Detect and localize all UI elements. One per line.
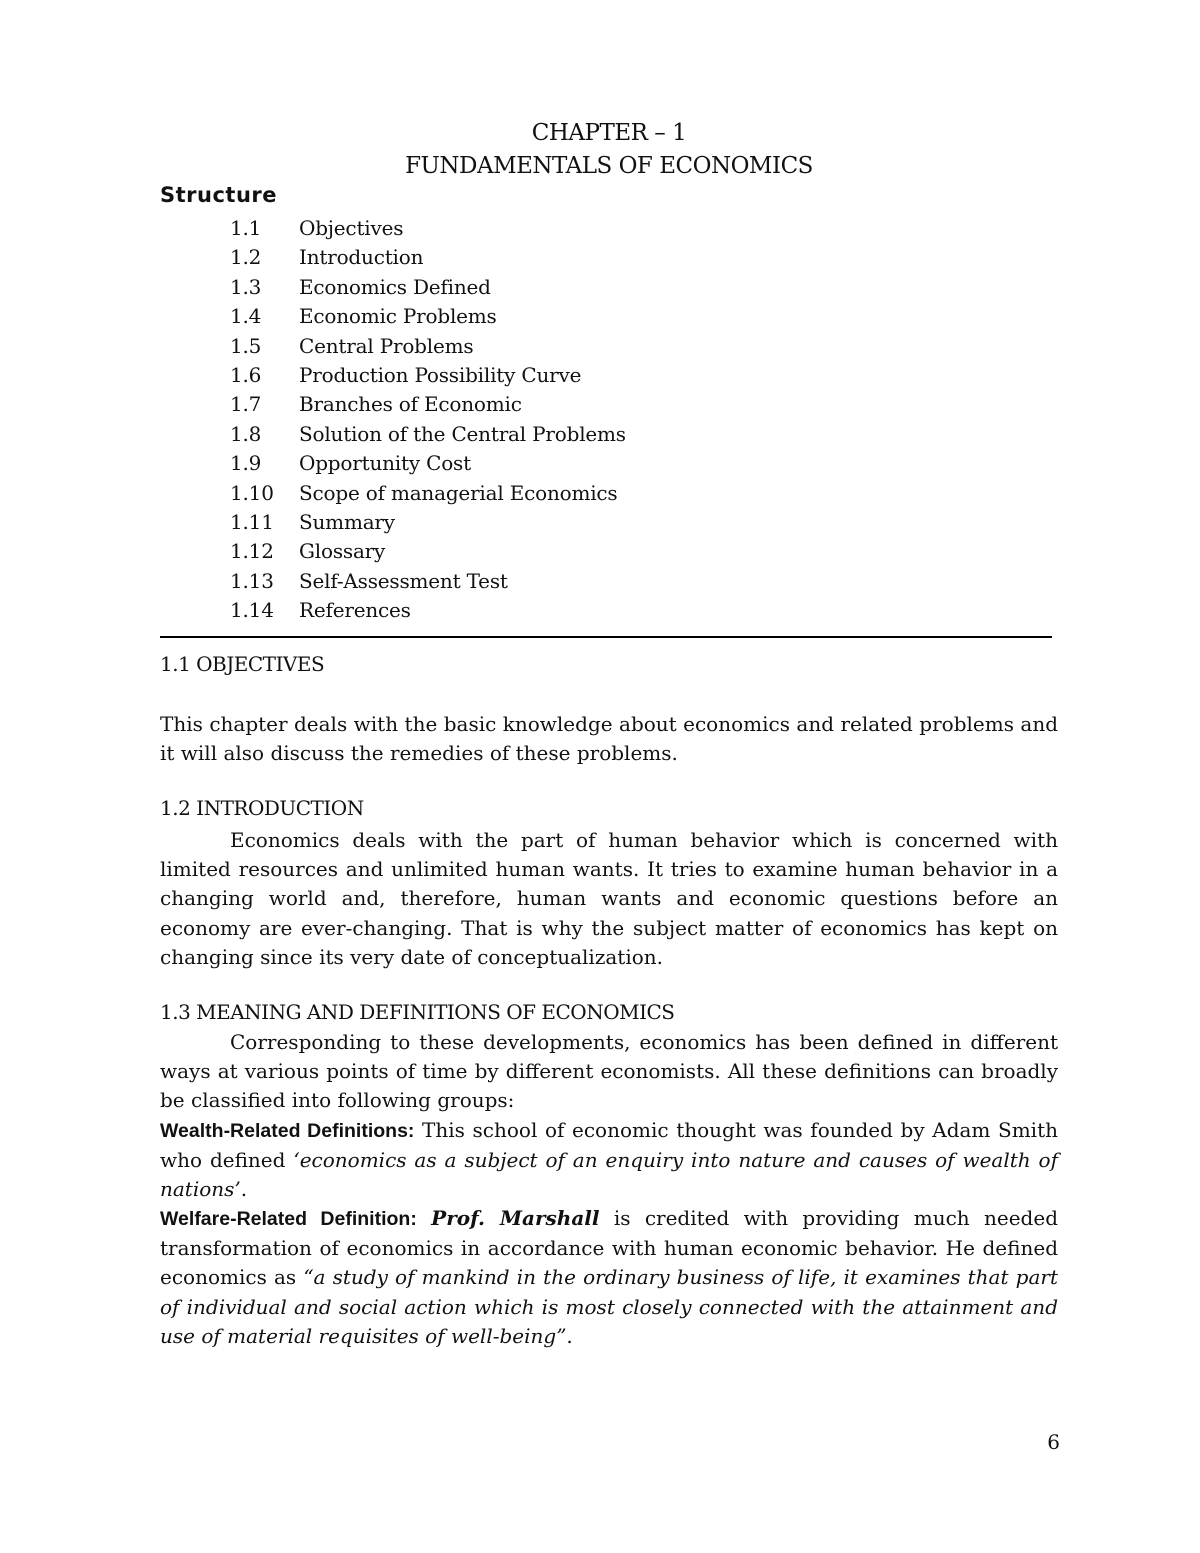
toc-item-number: 1.4 bbox=[230, 304, 262, 329]
toc-item-title: Introduction bbox=[299, 245, 424, 270]
wealth-definition-quote: ‘economics as a subject of an enquiry into nature and causes of wealth of nations’ bbox=[160, 1148, 1058, 1202]
wealth-definition-end: . bbox=[240, 1177, 248, 1202]
toc-item-title: Objectives bbox=[299, 216, 404, 240]
toc-item bbox=[230, 596, 626, 625]
objectives-paragraph: This chapter deals with the basic knowledge about economics and related problems and it will also discuss the remedies of these problems. bbox=[160, 712, 1058, 766]
toc-item-title: Summary bbox=[299, 510, 395, 535]
toc-item-number: 1.5 bbox=[230, 333, 262, 358]
wealth-definition-label: Wealth-Related Definitions: bbox=[160, 1120, 415, 1142]
toc-item-title: Opportunity Cost bbox=[299, 451, 471, 476]
introduction-heading: 1.2 INTRODUCTION bbox=[160, 796, 364, 820]
toc-item bbox=[230, 479, 626, 508]
structure-label: Structure bbox=[160, 183, 278, 207]
wealth-definition-paragraph bbox=[160, 1116, 1058, 1205]
toc-item-title: Self-Assessment Test bbox=[299, 568, 508, 593]
section-divider bbox=[160, 636, 1052, 638]
toc-item bbox=[230, 449, 626, 478]
objectives-heading: 1.1 OBJECTIVES bbox=[160, 652, 325, 676]
toc-item-title: Production Possibility Curve bbox=[299, 363, 582, 388]
toc-item bbox=[230, 273, 626, 302]
chapter-number: CHAPTER – 1 bbox=[531, 120, 687, 146]
toc-item-number: 1.9 bbox=[230, 451, 262, 476]
meaning-heading: 1.3 MEANING AND DEFINITIONS OF ECONOMICS bbox=[160, 1000, 675, 1024]
toc-item-number: 1.11 bbox=[230, 510, 274, 535]
table-of-contents bbox=[230, 214, 626, 626]
welfare-definition-label: Welfare-Related Definition: bbox=[160, 1208, 417, 1230]
toc-item-number: 1.2 bbox=[230, 245, 262, 270]
welfare-definition-end: . bbox=[566, 1323, 573, 1348]
chapter-title: FUNDAMENTALS OF ECONOMICS bbox=[405, 153, 813, 179]
welfare-definition-text: is credited with providing much needed transformation of economics in accordance with human economic behavior. He defined economics as bbox=[160, 1206, 1058, 1290]
toc-item-title: Scope of managerial Economics bbox=[299, 480, 618, 505]
toc-item-number: 1.6 bbox=[230, 363, 262, 388]
toc-item bbox=[230, 332, 626, 361]
toc-item-number: 1.10 bbox=[230, 480, 274, 505]
toc-item-number: 1.14 bbox=[230, 598, 274, 623]
toc-item-title: Solution of the Central Problems bbox=[299, 421, 626, 446]
toc-item bbox=[230, 537, 626, 566]
toc-item bbox=[230, 214, 626, 243]
toc-item bbox=[230, 390, 626, 419]
wealth-definition-text: This school of economic thought was founded by Adam Smith who defined bbox=[160, 1118, 1058, 1173]
introduction-paragraph: Economics deals with the part of human behavior which is concerned with limited resources and unlimited human wants. It tries to examine human behavior in a changing world and, therefore, human wants and economic questions before an economy are ever-changing. That is why the subject matter of economics has kept on changing since its very date of conceptualization. bbox=[160, 828, 1058, 969]
welfare-definition-author: Prof. Marshall bbox=[431, 1206, 600, 1230]
toc-item-title: References bbox=[299, 598, 411, 623]
toc-item-number: 1.12 bbox=[230, 539, 274, 564]
toc-item-title: Branches of Economic bbox=[299, 392, 522, 417]
toc-item bbox=[230, 361, 626, 390]
page-number: 6 bbox=[1047, 1430, 1060, 1454]
toc-item-number: 1.3 bbox=[230, 274, 262, 299]
toc-item bbox=[230, 302, 626, 331]
toc-item-number: 1.8 bbox=[230, 421, 262, 446]
meaning-intro-paragraph: Corresponding to these developments, economics has been defined in different ways at various points of time by different economists. All these definitions can broadly be classified into following groups: bbox=[160, 1030, 1058, 1113]
toc-item bbox=[230, 567, 626, 596]
welfare-definition-paragraph bbox=[160, 1204, 1058, 1351]
toc-item-title: Economics Defined bbox=[299, 274, 491, 299]
toc-item-number: 1.13 bbox=[230, 568, 274, 593]
toc-item bbox=[230, 420, 626, 449]
toc-item bbox=[230, 243, 626, 272]
toc-item bbox=[230, 508, 626, 537]
toc-item-title: Glossary bbox=[299, 539, 386, 564]
toc-item-title: Economic Problems bbox=[299, 304, 497, 329]
toc-item-title: Central Problems bbox=[299, 333, 474, 358]
chapter-heading bbox=[160, 117, 1058, 183]
welfare-definition-quote: “a study of mankind in the ordinary business of life, it examines that part of individual and social action which is most closely connected with the attainment and use of material requisites of well-being” bbox=[160, 1265, 1058, 1348]
toc-item-number: 1.1 bbox=[230, 216, 262, 240]
toc-item-number: 1.7 bbox=[230, 392, 262, 417]
